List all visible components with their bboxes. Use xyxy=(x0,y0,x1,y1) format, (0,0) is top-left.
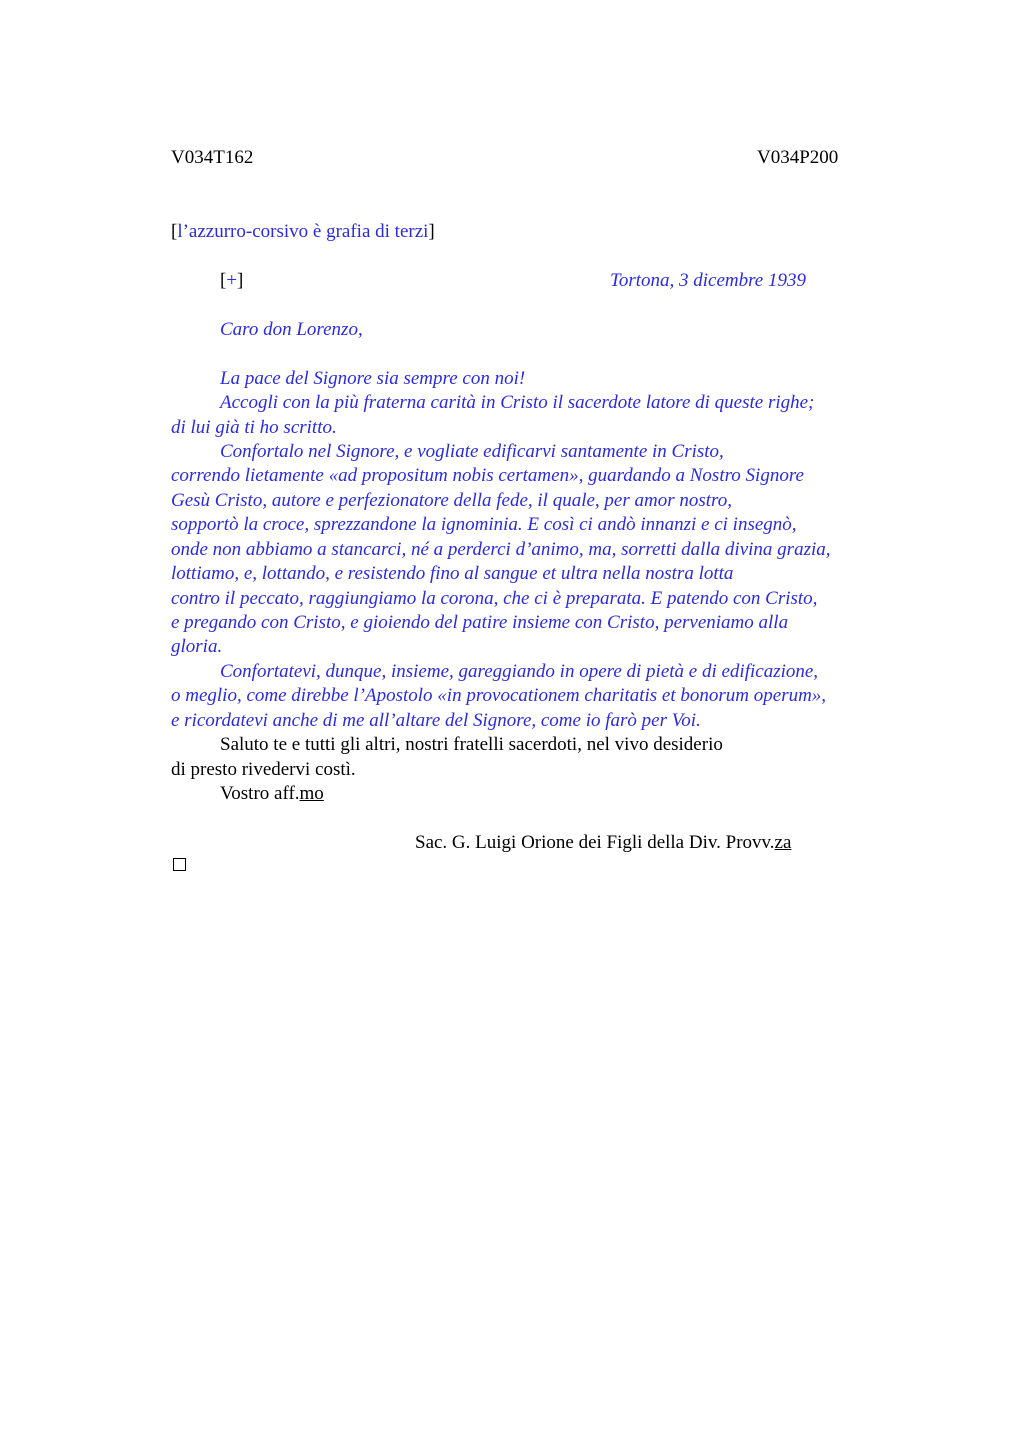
ref-code-left: V034T162 xyxy=(171,147,254,168)
closing-suffix: mo xyxy=(299,783,324,804)
body-line: gloria. xyxy=(171,636,223,657)
signature-suffix: za xyxy=(774,832,792,853)
bracket-open: [ xyxy=(171,221,178,242)
body-line: onde non abbiamo a stancarci, né a perderci d’animo, ma, sorretti dalla divina grazia, xyxy=(171,539,831,560)
salutation: Caro don Lorenzo, xyxy=(220,319,363,340)
body-line: Confortalo nel Signore, e vogliate edificarvi santamente in Cristo, xyxy=(220,441,724,462)
body-line: e pregando con Cristo, e gioiendo del patire insieme con Cristo, perveniamo alla xyxy=(171,612,789,633)
cross-symbol: + xyxy=(226,270,238,291)
body-line: Confortatevi, dunque, insieme, gareggiando in opere di pietà e di edificazione, xyxy=(220,661,819,682)
body-line: e ricordatevi anche di me all’altare del Signore, come io farò per Voi. xyxy=(171,710,701,731)
bracket-close: ] xyxy=(428,221,435,242)
greeting-line: Saluto te e tutti gli altri, nostri fratelli sacerdoti, nel vivo desiderio xyxy=(220,734,723,755)
cross-mark: [+] xyxy=(220,270,244,291)
greeting-line: di presto rivedervi costì. xyxy=(171,759,356,780)
body-line: correndo lietamente «ad propositum nobis certamen», guardando a Nostro Signore xyxy=(171,465,804,486)
body-line: di lui già ti ho scritto. xyxy=(171,417,337,438)
body-line: Accogli con la più fraterna carità in Cristo il sacerdote latore di queste righe; xyxy=(220,392,815,413)
body-line: La pace del Signore sia sempre con noi! xyxy=(220,368,526,389)
place-date: Tortona, 3 dicembre 1939 xyxy=(610,270,806,291)
closing: Vostro aff.mo xyxy=(220,783,324,804)
body-line: o meglio, come direbbe l’Apostolo «in provocationem charitatis et bonorum operum», xyxy=(171,685,827,706)
editorial-note xyxy=(171,220,435,244)
body-line: contro il peccato, raggiungiamo la corona, che ci è preparata. E patendo con Cristo, xyxy=(171,588,818,609)
editorial-note-text: l’azzurro-corsivo è grafia di terzi xyxy=(177,221,429,242)
ref-code-right: V034P200 xyxy=(757,147,839,168)
signature: Sac. G. Luigi Orione dei Figli della Div. Provv.za xyxy=(415,832,792,853)
body-line: sopportò la croce, sprezzandone la ignominia. E così ci andò innanzi e ci insegnò, xyxy=(171,514,797,535)
body-line: lottiamo, e, lottando, e resistendo fino al sangue et ultra nella nostra lotta xyxy=(171,563,734,584)
end-box-icon xyxy=(173,858,186,871)
body-line: Gesù Cristo, autore e perfezionatore della fede, il quale, per amor nostro, xyxy=(171,490,732,511)
